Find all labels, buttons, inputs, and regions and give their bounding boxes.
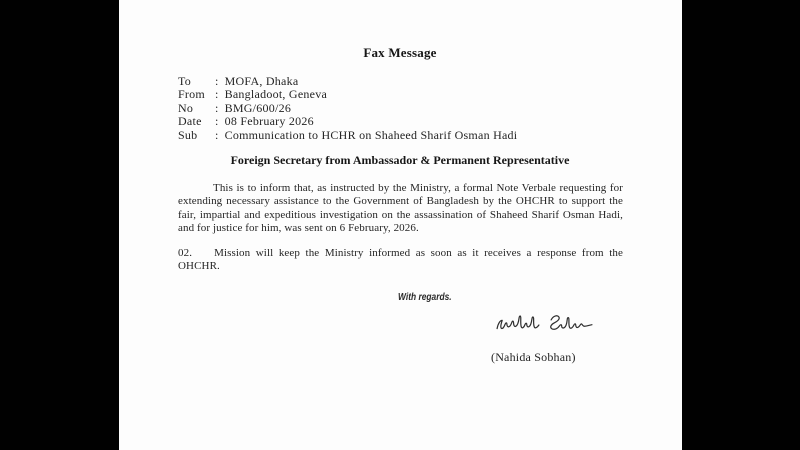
field-value: Communication to HCHR on Shaheed Sharif Osman Hadi [224,127,518,142]
paragraph-number: 02. [178,247,193,259]
field-row-from [178,88,638,101]
field-separator: : [215,100,219,115]
field-row-no [178,102,638,115]
field-label: From [178,87,206,102]
field-row-date [178,115,638,128]
field-label: No [178,100,194,115]
subject-heading: Foreign Secretary from Ambassador & Permanent Representative [230,153,570,167]
field-separator: : [215,87,219,102]
field-row-to [178,75,638,88]
closing-salutation: With regards. [398,291,452,303]
field-label: To [178,74,191,88]
field-row-sub [178,129,638,142]
paragraph-text: Mission will keep the Ministry informed as soon as it receives a response from the OHCHR. [178,247,623,273]
fax-document-page [119,0,682,450]
field-value: Bangladoot, Geneva [224,87,328,102]
field-separator: : [215,74,219,88]
field-value: MOFA, Dhaka [224,74,299,88]
body-paragraph-1: This is to inform that, as instructed by the Ministry, a formal Note Verbale requesting for extending necessary assistance to the Government of Bangladesh by the OHCHR to support the fair, impartial and expeditious investigation on the assassination of Shaheed Sharif Osman Hadi, and for justice for him, was sent on 6 February, 2026. [178,182,623,235]
signatory-name: (Nahida Sobhan) [491,350,576,364]
field-separator: : [215,114,219,129]
field-value: BMG/600/26 [224,100,292,115]
body-paragraph-2 [178,247,623,274]
field-separator: : [215,127,219,142]
header-fields [178,75,638,142]
field-value: 08 February 2026 [224,114,314,129]
document-title: Fax Message [363,45,437,60]
signature-image [493,312,595,337]
field-label: Sub [178,127,198,142]
field-label: Date [178,114,202,129]
